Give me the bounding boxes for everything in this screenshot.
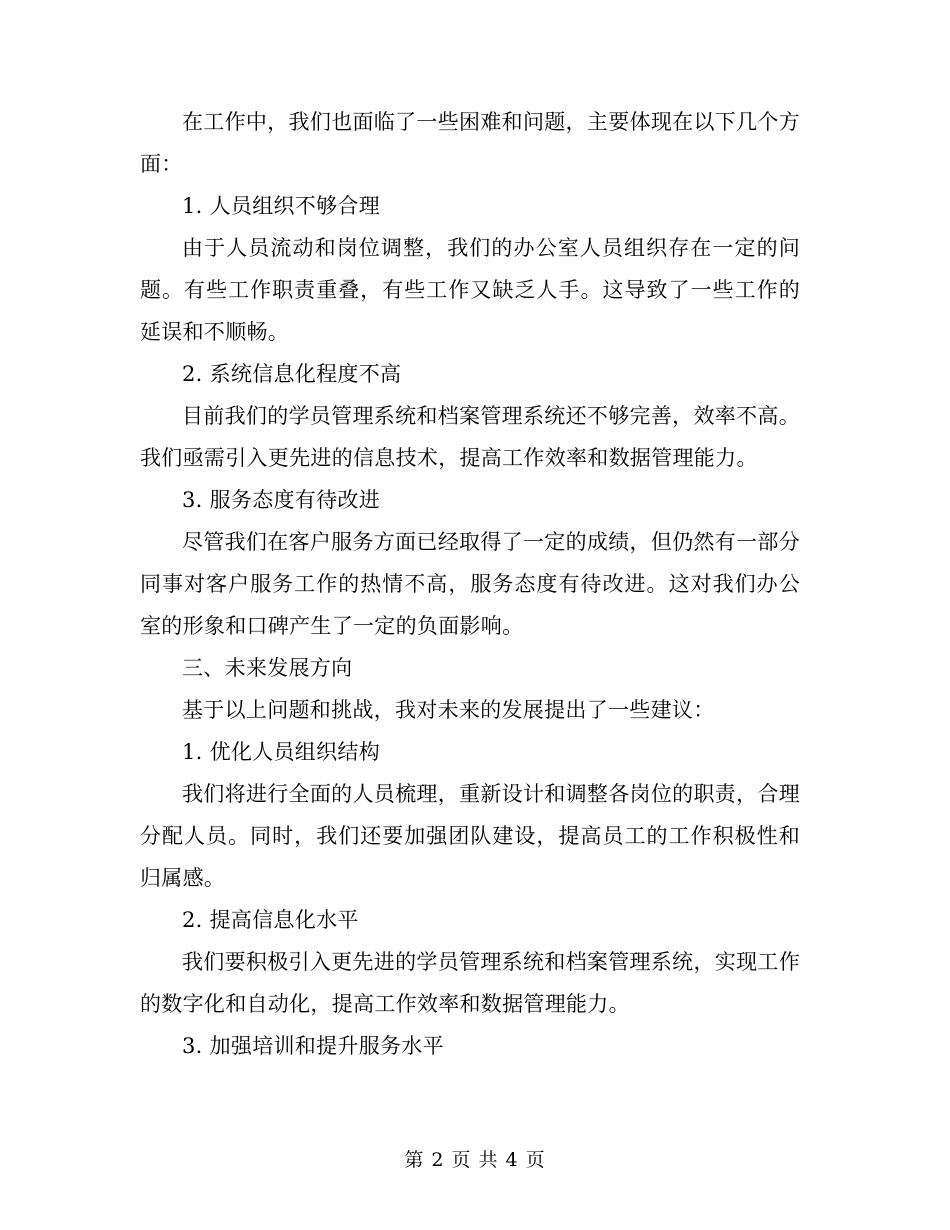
heading-suggestion-1: 1. 优化人员组织结构 <box>182 740 381 764</box>
heading-suggestion-3: 3. 加强培训和提升服务水平 <box>182 1034 444 1058</box>
heading-item-2: 2. 系统信息化程度不高 <box>182 362 402 386</box>
document-body <box>140 101 800 1067</box>
paragraph-intro: 在工作中，我们也面临了一些困难和问题，主要体现在以下几个方面： <box>140 110 800 176</box>
heading-suggestion-2: 2. 提高信息化水平 <box>182 908 359 932</box>
heading-item-3: 3. 服务态度有待改进 <box>182 488 381 512</box>
paragraph-suggestion-1: 我们将进行全面的人员梳理，重新设计和调整各岗位的职责，合理分配人员。同时，我们还要加强团队建设，提高员工的工作积极性和归属感。 <box>140 782 800 890</box>
paragraph-item-2: 目前我们的学员管理系统和档案管理系统还不够完善，效率不高。我们亟需引入更先进的信息技术，提高工作效率和数据管理能力。 <box>140 404 800 470</box>
section-heading: 三、未来发展方向 <box>182 656 353 680</box>
heading-item-1: 1. 人员组织不够合理 <box>182 194 381 218</box>
paragraph-section-intro: 基于以上问题和挑战，我对未来的发展提出了一些建议： <box>182 698 715 722</box>
paragraph-item-1: 由于人员流动和岗位调整，我们的办公室人员组织存在一定的问题。有些工作职责重叠，有些工作又缺乏人手。这导致了一些工作的延误和不顺畅。 <box>140 236 800 344</box>
paragraph-item-3: 尽管我们在客户服务方面已经取得了一定的成绩，但仍然有一部分同事对客户服务工作的热情不高，服务态度有待改进。这对我们办公室的形象和口碑产生了一定的负面影响。 <box>140 530 800 638</box>
paragraph-suggestion-2: 我们要积极引入更先进的学员管理系统和档案管理系统，实现工作的数字化和自动化，提高工作效率和数据管理能力。 <box>140 950 800 1016</box>
page-number-footer: 第 2 页 共 4 页 <box>404 1149 546 1171</box>
